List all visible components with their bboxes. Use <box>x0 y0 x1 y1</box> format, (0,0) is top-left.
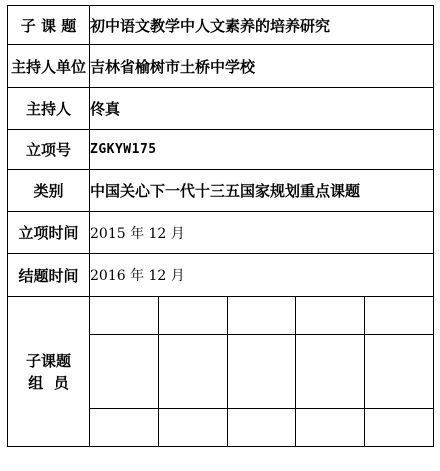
members-grid-row <box>90 297 433 334</box>
label-members <box>8 297 90 447</box>
member-cell <box>90 334 159 409</box>
label-host-unit: 主持人单位 <box>8 45 90 88</box>
member-cell <box>227 297 296 334</box>
label-project-number: 立项号 <box>8 130 90 170</box>
label-members-line2: 组 员 <box>28 373 69 392</box>
project-info-form <box>7 5 434 447</box>
member-cell <box>90 297 159 334</box>
member-cell <box>227 334 296 409</box>
members-grid <box>90 297 433 446</box>
value-project-number: ZGKYW175 <box>90 130 434 170</box>
row-project-number <box>8 130 434 170</box>
row-approval-date <box>8 212 434 254</box>
row-host <box>8 88 434 130</box>
value-host: 佟真 <box>90 88 434 130</box>
row-completion-date <box>8 254 434 297</box>
members-grid-cell <box>90 297 434 447</box>
label-completion-date: 结题时间 <box>8 254 90 297</box>
label-host: 主持人 <box>8 88 90 130</box>
row-host-unit <box>8 45 434 88</box>
label-members-line1: 子课题 <box>25 351 71 370</box>
label-subproject: 子 课 题 <box>8 6 90 45</box>
row-category <box>8 170 434 212</box>
member-cell <box>227 409 296 446</box>
member-cell <box>159 297 228 334</box>
row-subproject <box>8 6 434 45</box>
value-completion-date: 2016 年 12 月 <box>90 254 434 297</box>
row-members <box>8 297 434 447</box>
project-info-table <box>7 5 434 447</box>
value-category: 中国关心下一代十三五国家规划重点课题 <box>90 170 434 212</box>
member-cell <box>296 334 365 409</box>
member-cell <box>159 409 228 446</box>
member-cell <box>364 297 433 334</box>
member-cell <box>296 409 365 446</box>
member-cell <box>364 334 433 409</box>
member-cell <box>364 409 433 446</box>
members-grid-row <box>90 409 433 446</box>
members-grid-row <box>90 334 433 409</box>
member-cell <box>159 334 228 409</box>
member-cell <box>90 409 159 446</box>
value-approval-date: 2015 年 12 月 <box>90 212 434 254</box>
value-subproject: 初中语文教学中人文素养的培养研究 <box>90 6 434 45</box>
label-category: 类别 <box>8 170 90 212</box>
value-host-unit: 吉林省榆树市土桥中学校 <box>90 45 434 88</box>
member-cell <box>296 297 365 334</box>
label-approval-date: 立项时间 <box>8 212 90 254</box>
